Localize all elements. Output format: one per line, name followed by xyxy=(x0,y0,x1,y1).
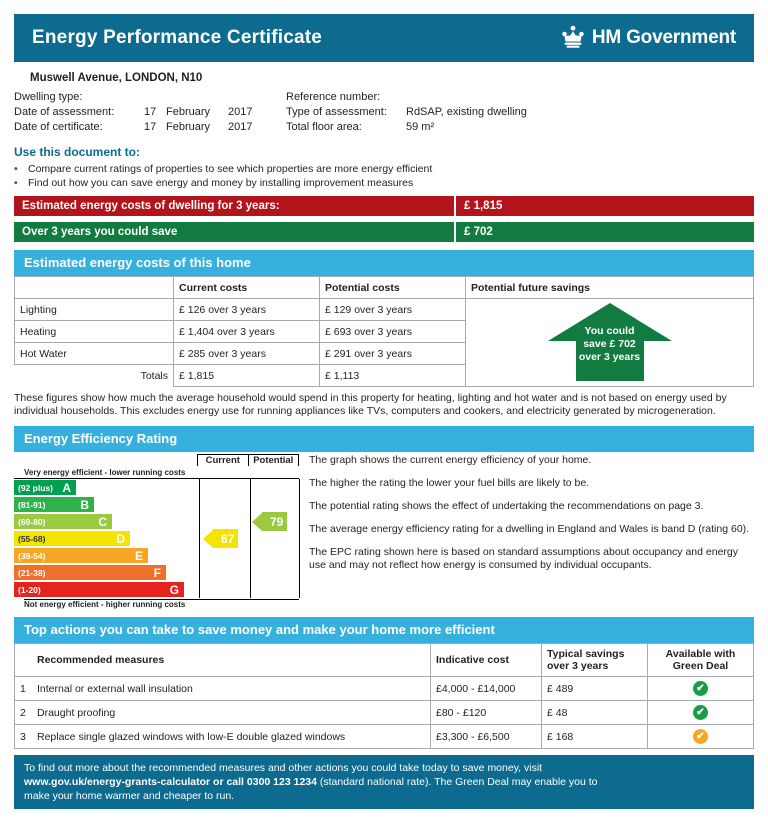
col-num-header xyxy=(15,644,33,677)
measure-savings: £ 168 xyxy=(542,725,648,749)
details-right-column xyxy=(286,90,754,135)
detail-row xyxy=(286,90,754,104)
bullet-icon: • xyxy=(14,177,18,189)
col-measure-header: Recommended measures xyxy=(32,644,431,677)
measure-greendeal xyxy=(648,725,754,749)
eer-potential-arrow xyxy=(252,513,262,531)
detail-row xyxy=(286,105,754,119)
details-left-column xyxy=(14,90,286,135)
eer-current-header: Current xyxy=(197,454,247,466)
savings-line-3: over 3 years xyxy=(578,351,641,363)
detail-year: 2017 xyxy=(228,106,253,118)
measure-greendeal xyxy=(648,701,754,725)
detail-label: Total floor area: xyxy=(286,121,362,133)
eer-current-arrow xyxy=(203,530,213,548)
footer-line-2: (standard national rate). The Green Deal may enable you to xyxy=(316,776,598,788)
actions-section-heading: Top actions you can take to save money and make your home more efficient xyxy=(14,617,754,643)
eer-current-value-box xyxy=(213,529,238,548)
col-potential-header: Potential costs xyxy=(320,277,466,299)
detail-row xyxy=(14,120,286,134)
detail-label: Dwelling type: xyxy=(14,91,83,103)
footer-note xyxy=(14,755,754,809)
eer-band-letter: G xyxy=(169,582,179,597)
eer-band-range: (69-80) xyxy=(18,516,46,527)
cost-current: £ 1,404 over 3 years xyxy=(174,321,320,343)
detail-month: February xyxy=(166,121,211,133)
table-row xyxy=(15,725,754,749)
check-circle-green-icon: ✔ xyxy=(693,681,708,696)
eer-band-range: (1-20) xyxy=(18,584,41,595)
col-item-header xyxy=(15,277,174,299)
eer-band-range: (55-68) xyxy=(18,533,46,544)
eer-top-label: Very energy efficient - lower running costs xyxy=(24,468,186,477)
detail-day: 17 xyxy=(144,106,157,118)
crown-icon xyxy=(560,25,586,52)
use-document-title: Use this document to: xyxy=(14,145,141,159)
check-circle-green-icon: ✔ xyxy=(693,705,708,720)
eer-potential-rating xyxy=(252,512,287,531)
eer-band-g xyxy=(14,582,184,597)
estimated-costs-label: Estimated energy costs of dwelling for 3 years: xyxy=(14,196,454,216)
detail-day xyxy=(144,90,166,104)
cost-item: Lighting xyxy=(15,299,174,321)
energy-costs-table xyxy=(14,276,754,387)
table-row xyxy=(15,677,754,701)
measure-name: Draught proofing xyxy=(32,701,431,725)
measure-name: Internal or external wall insulation xyxy=(32,677,431,701)
totals-label: Totals xyxy=(15,365,174,387)
eer-paragraph-3: The potential rating shows the effect of undertaking the recommendations on page 3. xyxy=(309,500,704,512)
savings-line-1: You could xyxy=(584,325,635,337)
eer-chart-header xyxy=(14,454,299,466)
savings-arrow-cell xyxy=(466,299,754,387)
bullet-text: Compare current ratings of properties to see which properties are more energy efficient xyxy=(28,163,433,175)
page-header xyxy=(14,14,754,62)
detail-year: 2017 xyxy=(228,121,253,133)
detail-row xyxy=(286,120,754,134)
totals-potential: £ 1,113 xyxy=(320,365,466,387)
detail-label: Type of assessment: xyxy=(286,106,387,118)
col-greendeal-line2: Green Deal xyxy=(672,660,729,672)
eer-band-letter: C xyxy=(98,514,107,529)
col-savings-header: Potential future savings xyxy=(466,277,754,299)
estimated-costs-bar xyxy=(14,196,754,216)
detail-label: Date of assessment: xyxy=(14,106,115,118)
cost-current: £ 285 over 3 years xyxy=(174,343,320,365)
footer-line-1: To find out more about the recommended measures and other actions you could take today to save money, visit xyxy=(24,762,543,774)
detail-month: February xyxy=(166,106,211,118)
measure-number: 1 xyxy=(15,677,33,701)
epc-page xyxy=(0,14,768,820)
table-header-row xyxy=(15,277,754,299)
costs-note: These figures show how much the average household would spend in this property for heating, lighting and hot water and is not based on energy used by individual households. This excludes energy use for running appliances like TVs, computers and cookers, and electricity generated by microgeneration. xyxy=(14,392,727,417)
hm-government-logo xyxy=(560,25,736,52)
footer-link[interactable]: www.gov.uk/energy-grants-calculator or call xyxy=(24,776,247,788)
eer-band-letter: E xyxy=(134,548,143,563)
eer-header-spacer xyxy=(14,454,197,466)
col-savings-header xyxy=(542,644,648,677)
cost-current: £ 126 over 3 years xyxy=(174,299,320,321)
energy-efficiency-rating xyxy=(14,454,754,609)
eer-potential-header: Potential xyxy=(248,454,299,466)
potential-savings-label: Over 3 years you could save xyxy=(14,222,454,242)
cost-potential: £ 291 over 3 years xyxy=(320,343,466,365)
eer-band-letter: A xyxy=(62,480,71,495)
savings-arrow-text xyxy=(546,325,674,364)
eer-current-rating xyxy=(203,529,238,548)
eer-band-c xyxy=(14,514,112,529)
eer-band-range: (39-54) xyxy=(18,550,46,561)
check-circle-orange-icon: ✔ xyxy=(693,729,708,744)
eer-current-value: 67 xyxy=(221,531,235,546)
eer-band-letter: D xyxy=(116,531,125,546)
measure-savings: £ 489 xyxy=(542,677,648,701)
list-item xyxy=(14,162,754,176)
col-greendeal-line1: Available with xyxy=(665,648,736,660)
bullet-icon: • xyxy=(14,163,18,175)
eer-bottom-label: Not energy efficient - higher running costs xyxy=(24,599,299,609)
potential-savings-value: £ 702 xyxy=(454,222,754,242)
property-details xyxy=(14,90,754,135)
use-document-bullets xyxy=(14,162,754,190)
eer-bands xyxy=(14,478,299,598)
measure-cost: £3,300 - £6,500 xyxy=(431,725,542,749)
eer-band-row xyxy=(14,581,299,598)
measure-number: 3 xyxy=(15,725,33,749)
eer-paragraph-5: The EPC rating shown here is based on standard assumptions about occupancy and energy use and may not reflect how energy is consumed by individual occupants. xyxy=(309,546,739,571)
detail-label: Reference number: xyxy=(286,91,381,103)
detail-value: RdSAP, existing dwelling xyxy=(406,106,527,118)
eer-chart xyxy=(14,454,299,609)
eer-paragraph-4: The average energy efficiency rating for a dwelling in England and Wales is band D (rating 60). xyxy=(309,523,750,535)
detail-value: 59 m² xyxy=(406,121,435,133)
footer-phone: 0300 123 1234 xyxy=(246,776,317,788)
eer-paragraph-2: The higher the rating the lower your fuel bills are likely to be. xyxy=(309,477,590,489)
cost-item: Hot Water xyxy=(15,343,174,365)
eer-potential-value: 79 xyxy=(270,514,284,529)
eer-description xyxy=(299,454,754,609)
measure-number: 2 xyxy=(15,701,33,725)
eer-band-range: (92 plus) xyxy=(18,482,53,493)
eer-band-row xyxy=(14,547,299,564)
detail-row xyxy=(14,90,286,104)
estimated-costs-value: £ 1,815 xyxy=(454,196,754,216)
measure-cost: £4,000 - £14,000 xyxy=(431,677,542,701)
measure-cost: £80 - £120 xyxy=(431,701,542,725)
recommended-measures-table xyxy=(14,643,754,749)
footer-line-3: make your home warmer and cheaper to run. xyxy=(24,790,235,802)
costs-section-heading: Estimated energy costs of this home xyxy=(14,250,754,276)
eer-band-letter: F xyxy=(153,565,161,580)
table-row xyxy=(15,701,754,725)
eer-band-row xyxy=(14,564,299,581)
eer-potential-value-box xyxy=(262,512,287,531)
table-header-row xyxy=(15,644,754,677)
col-savings-line1: Typical savings xyxy=(547,648,625,660)
cost-potential: £ 693 over 3 years xyxy=(320,321,466,343)
measure-name: Replace single glazed windows with low-E double glazed windows xyxy=(32,725,431,749)
cost-potential: £ 129 over 3 years xyxy=(320,299,466,321)
cost-item: Heating xyxy=(15,321,174,343)
eer-band-row xyxy=(14,530,299,547)
bullet-text: Find out how you can save energy and money by installing improvement measures xyxy=(28,177,414,189)
detail-day: 17 xyxy=(144,121,157,133)
savings-arrow xyxy=(546,301,674,383)
eer-paragraph-1: The graph shows the current energy efficiency of your home. xyxy=(309,454,592,466)
col-savings-line2: over 3 years xyxy=(547,660,609,672)
detail-month xyxy=(166,90,228,104)
eer-band-b xyxy=(14,497,94,512)
table-row xyxy=(15,299,754,321)
eer-band-a xyxy=(14,480,76,495)
measure-greendeal xyxy=(648,677,754,701)
eer-band-range: (21-38) xyxy=(18,567,46,578)
page-title: Energy Performance Certificate xyxy=(32,27,323,48)
detail-label: Date of certificate: xyxy=(14,121,103,133)
totals-current: £ 1,815 xyxy=(174,365,320,387)
property-address: Muswell Avenue, LONDON, N10 xyxy=(30,72,203,84)
eer-section-heading: Energy Efficiency Rating xyxy=(14,426,754,452)
col-current-header: Current costs xyxy=(174,277,320,299)
eer-band-f xyxy=(14,565,166,580)
eer-band-row xyxy=(14,513,299,530)
potential-savings-bar xyxy=(14,222,754,242)
gov-logo-text: HM Government xyxy=(591,27,736,48)
savings-line-2: save £ 702 xyxy=(583,338,636,350)
eer-band-range: (81-91) xyxy=(18,499,46,510)
eer-band-row xyxy=(14,479,299,496)
eer-band-d xyxy=(14,531,130,546)
col-greendeal-header xyxy=(648,644,754,677)
detail-row xyxy=(14,105,286,119)
col-cost-header: Indicative cost xyxy=(431,644,542,677)
eer-band-e xyxy=(14,548,148,563)
eer-band-row xyxy=(14,496,299,513)
list-item xyxy=(14,176,754,190)
eer-band-letter: B xyxy=(80,497,89,512)
measure-savings: £ 48 xyxy=(542,701,648,725)
